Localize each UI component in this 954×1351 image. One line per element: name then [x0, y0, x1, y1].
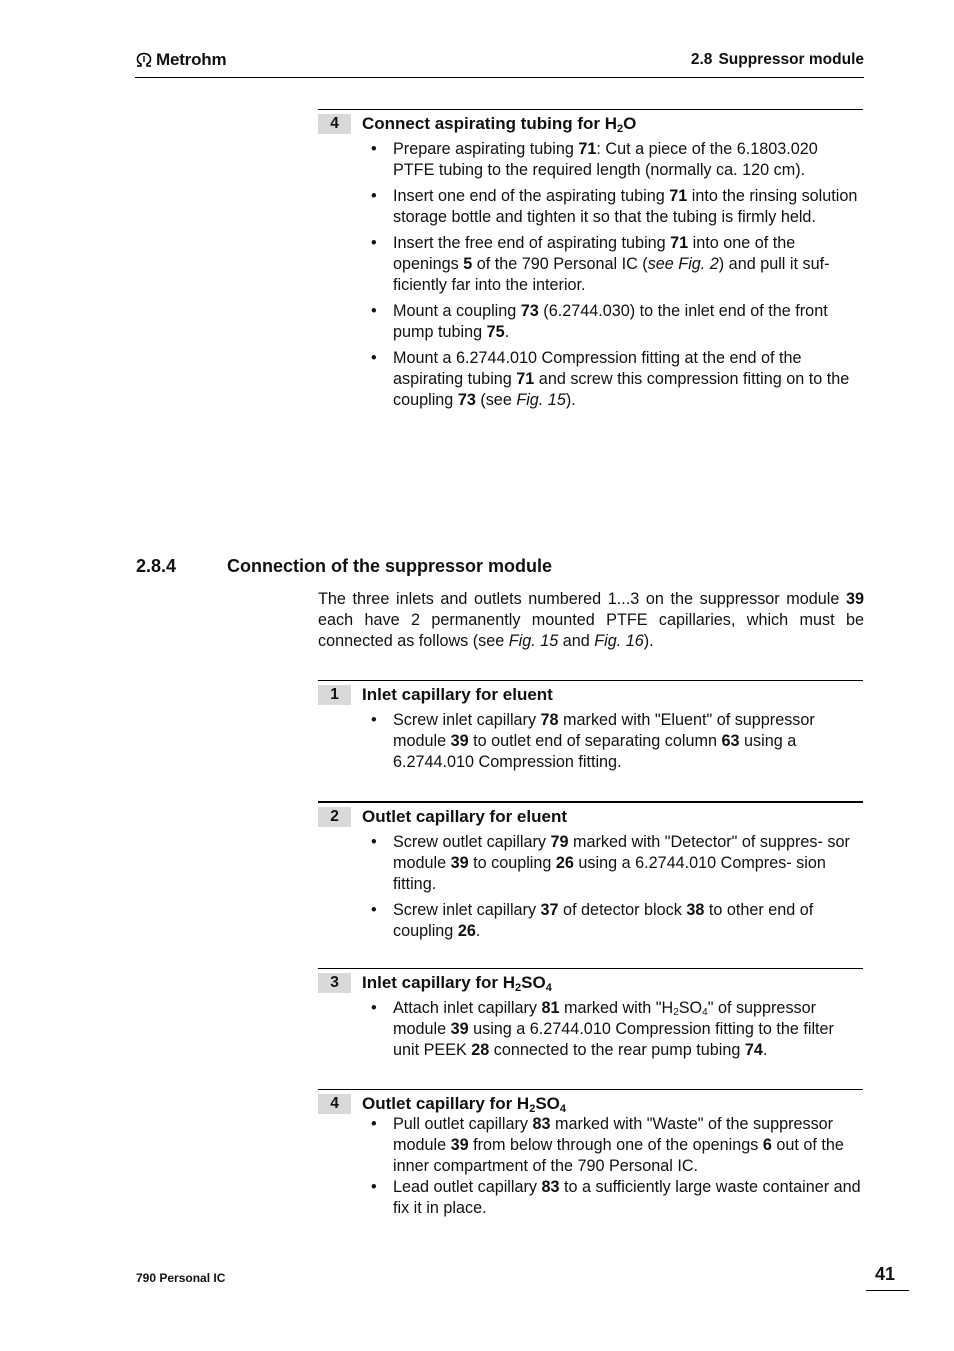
bullet-item: • Prepare aspirating tubing 71: Cut a piece of the 6.1803.020 PTFE tubing to the required length (normally ca. 120 cm).	[361, 139, 863, 181]
header-section-number: 2.8	[690, 51, 713, 68]
bullet-list	[361, 710, 863, 773]
step-header	[318, 803, 863, 827]
component-reference-number: 39	[450, 732, 469, 750]
component-reference-number: 74	[744, 1041, 763, 1059]
bullet-list	[361, 139, 863, 411]
component-reference-number: 73	[457, 391, 476, 409]
bullet-list	[361, 998, 863, 1061]
step-title: Outlet capillary for $H_2SO_4$	[362, 1093, 567, 1115]
footer-product-name: 790 Personal IC	[136, 1271, 226, 1285]
page-header	[135, 50, 864, 78]
step-outlet-capillary-eluent	[318, 801, 863, 942]
step-inlet-capillary-h2so4	[318, 968, 863, 1061]
section-title: Connection of the suppressor module	[227, 556, 553, 576]
component-reference-number: 28	[471, 1041, 490, 1059]
bullet-item: • Screw inlet capillary 78 marked with "Eluent" of suppressor module 39 to outlet end of separating column 63 using a 6.2744.010 Compression fitting.	[361, 710, 863, 773]
brand-logo	[135, 50, 226, 70]
step-title-subscript: 2	[529, 1102, 536, 1115]
bullet-item: • Screw outlet capillary 79 marked with "Detector" of suppres- sor module 39 to coupling 26 using a 6.2744.010 Compres- sion fitting.	[361, 832, 863, 895]
subscript: 2	[673, 1007, 679, 1018]
step-title	[362, 114, 636, 134]
component-reference-number: 26	[457, 922, 476, 940]
metrohm-omega-icon	[135, 52, 153, 68]
bullet-item: • Pull outlet capillary 83 marked with "Waste" of the suppressor module 39 from below through one of the openings 6 out of the inner compartment of the 790 Personal IC.	[361, 1114, 863, 1177]
bullet-list	[361, 832, 863, 942]
figure-reference: Fig. 15	[516, 391, 566, 409]
step-title-subscript: 2	[617, 122, 624, 135]
step-title-subscript: 2	[515, 981, 522, 994]
component-reference-number: 83	[541, 1178, 560, 1196]
step-number: 4	[318, 114, 351, 134]
header-section-title	[691, 51, 864, 69]
component-reference-number: 79	[550, 833, 569, 851]
component-reference-number: 5	[463, 255, 473, 273]
step-outlet-capillary-h2so4	[318, 1089, 863, 1219]
bullet-item: • Screw inlet capillary 37 of detector block 38 to other end of coupling 26.	[361, 900, 863, 942]
section-intro-paragraph: The three inlets and outlets numbered 1...3 on the suppressor module 39 each have 2 permanently mounted PTFE capillaries, which must be connected as follows (see Fig. 15 and Fig. 16).	[318, 590, 864, 650]
step-header	[318, 681, 863, 705]
step-number: 1	[318, 685, 351, 705]
bullet-item: • Mount a coupling 73 (6.2744.030) to the inlet end of the front pump tubing 75.	[361, 301, 863, 343]
step-header	[318, 969, 863, 993]
step-header	[318, 1090, 863, 1114]
step-header	[318, 110, 863, 134]
step-title-subscript: 4	[559, 1102, 567, 1115]
component-reference-number: 39	[450, 854, 469, 872]
brand-name: Metrohm	[156, 50, 227, 69]
bullet-list	[361, 1114, 863, 1219]
figure-reference: Fig. 16	[594, 632, 644, 650]
step-title-text-end: O	[623, 113, 637, 133]
step-number: 2	[318, 807, 351, 827]
component-reference-number: 39	[450, 1136, 469, 1154]
component-reference-number: 71	[578, 140, 597, 158]
step-inlet-capillary-eluent	[318, 680, 863, 773]
header-section-label: Suppressor module	[718, 51, 864, 68]
step-connect-aspirating-tubing	[318, 109, 863, 411]
bullet-item: • Lead outlet capillary 83 to a sufficiently large waste container and fix it in place.	[361, 1177, 863, 1219]
component-reference-number: 6	[762, 1136, 772, 1154]
component-reference-number: 83	[532, 1115, 551, 1133]
component-reference-number: 26	[555, 854, 574, 872]
step-title-text: Connect aspirating tubing for H	[362, 113, 617, 133]
step-number: 4	[318, 1094, 351, 1114]
section-heading	[136, 556, 552, 577]
section-number: 2.8.4	[136, 556, 177, 576]
step-number: 3	[318, 973, 351, 993]
step-title-subscript: 4	[545, 981, 552, 994]
component-reference-number: 71	[669, 187, 688, 205]
page-number: 41	[866, 1264, 909, 1291]
component-reference-number: 75	[486, 323, 505, 341]
step-title: Outlet capillary for eluent	[362, 806, 567, 826]
subscript: 4	[702, 1007, 708, 1018]
step-title: Inlet capillary for eluent	[362, 684, 553, 704]
component-reference-number: 63	[721, 732, 740, 750]
bullet-item: • Attach inlet capillary 81 marked with "$H_2SO_4$" of suppressor module 39 using a 6.2744.010 Compression fitting to the filter unit PEEK 28 connected to the rear pump tubing 74.	[361, 998, 863, 1061]
figure-reference: Fig. 15	[508, 632, 559, 650]
component-reference-number: 39	[845, 590, 864, 608]
component-reference-number: 38	[686, 901, 705, 919]
component-reference-number: 78	[540, 711, 559, 729]
component-reference-number: 39	[450, 1020, 469, 1038]
step-title: Inlet capillary for $H_2SO_4$	[362, 972, 552, 994]
bullet-item: • Insert the free end of aspirating tubing 71 into one of the openings 5 of the 790 Personal IC (see Fig. 2) and pull it suf- ficiently far into the interior.	[361, 233, 863, 296]
bullet-item: • Insert one end of the aspirating tubing 71 into the rinsing solution storage bottle and tighten it so that the tubing is firmly held.	[361, 186, 863, 228]
component-reference-number: 37	[540, 901, 559, 919]
figure-reference: see Fig. 2	[647, 255, 719, 273]
bullet-item: • Mount a 6.2744.010 Compression fitting at the end of the aspirating tubing 71 and screw this compression fitting on to the coupling 73 (see Fig. 15).	[361, 348, 863, 411]
component-reference-number: 71	[516, 370, 535, 388]
component-reference-number: 71	[670, 234, 689, 252]
component-reference-number: 81	[541, 999, 560, 1017]
component-reference-number: 73	[520, 302, 539, 320]
